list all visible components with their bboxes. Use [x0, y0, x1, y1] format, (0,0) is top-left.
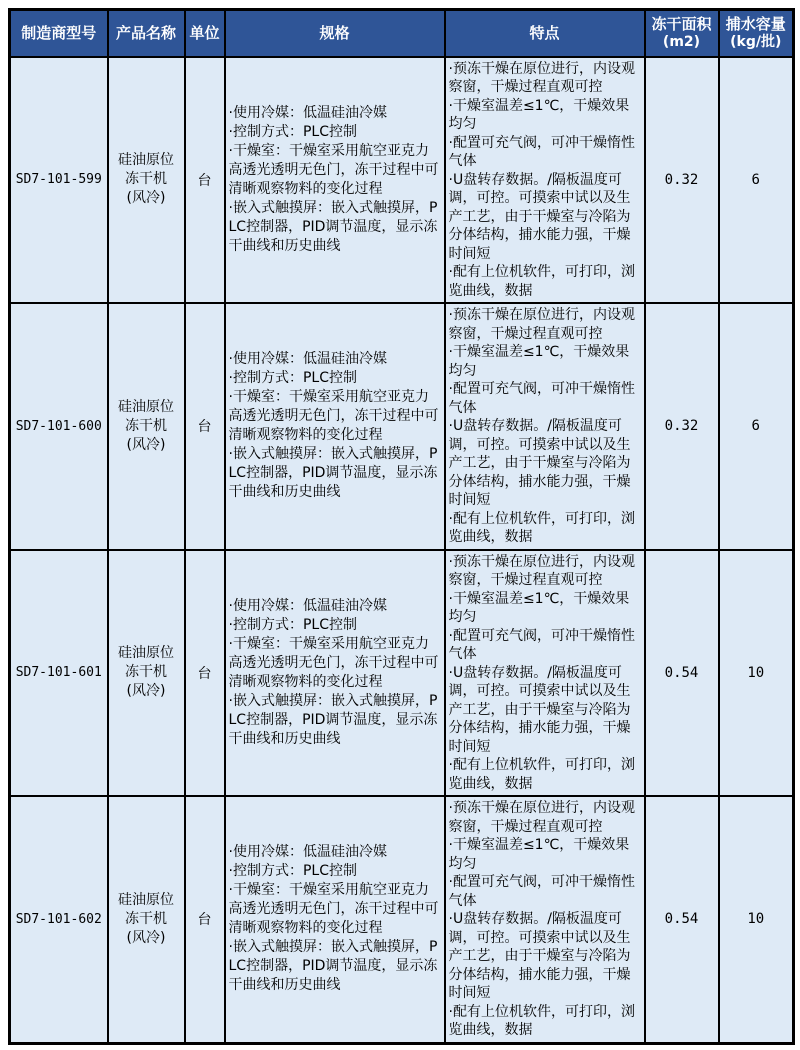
- feature-item: ·配有上位机软件，可打印，浏览曲线，数据: [448, 1003, 635, 1038]
- table-row: [10, 303, 794, 550]
- specs-cell: [225, 550, 445, 797]
- table-row: [10, 550, 794, 797]
- area-cell: 0.32: [645, 57, 719, 304]
- column-header-capacity-unit: (kg/批): [730, 34, 782, 51]
- spec-item: ·控制方式：PLC控制: [228, 123, 357, 140]
- feature-item: ·配有上位机软件，可打印，浏览曲线，数据: [448, 264, 635, 299]
- area-cell: 0.32: [645, 303, 719, 550]
- product-name-cell: [108, 303, 185, 550]
- model-cell: SD7-101-600: [10, 303, 108, 550]
- unit-cell: 台: [185, 796, 225, 1043]
- product-name-line: 冻干机: [125, 910, 167, 927]
- specs-cell: [225, 57, 445, 304]
- feature-item: ·干燥室温差≤1℃，干燥效果均匀: [448, 344, 630, 379]
- product-name-line: 硅油原位: [118, 891, 174, 908]
- model-cell: SD7-101-601: [10, 550, 108, 797]
- spec-item: ·控制方式：PLC控制: [228, 616, 357, 633]
- feature-item: ·预冻干燥在原位进行，内设观察窗，干燥过程直观可控: [448, 307, 635, 342]
- unit-cell: 台: [185, 550, 225, 797]
- spec-item: ·嵌入式触摸屏：嵌入式触摸屏，PLC控制器，PID调节温度，显示冻干曲线和历史曲线: [228, 199, 438, 254]
- feature-item: ·配置可充气阀，可冲干燥惰性气体: [448, 381, 635, 416]
- header-row: [10, 10, 794, 57]
- capacity-cell: 6: [719, 57, 794, 304]
- spec-item: ·嵌入式触摸屏：嵌入式触摸屏，PLC控制器，PID调节温度，显示冻干曲线和历史曲线: [228, 446, 438, 501]
- feature-item: ·预冻干燥在原位进行，内设观察窗，干燥过程直观可控: [448, 800, 635, 835]
- spec-item: ·干燥室：干燥室采用航空亚克力高透光透明无色门，冻干过程中可清晰观察物料的变化过程: [228, 389, 439, 444]
- column-header-model: 制造商型号: [10, 10, 108, 57]
- feature-item: ·配有上位机软件，可打印，浏览曲线，数据: [448, 757, 635, 792]
- product-name-line: (风冷): [126, 683, 166, 700]
- area-cell: 0.54: [645, 550, 719, 797]
- column-header-specs: 规格: [225, 10, 445, 57]
- product-name-line: 冻干机: [125, 664, 167, 681]
- spec-item: ·使用冷媒：低温硅油冷媒: [228, 104, 387, 121]
- spec-item: ·控制方式：PLC控制: [228, 370, 357, 387]
- table-row: [10, 57, 794, 304]
- specs-cell: [225, 303, 445, 550]
- feature-item: ·U盘转存数据。/隔板温度可调，可控。可摸索中试以及生产工艺，由于干燥室与冷陷为分体结构，捕水能力强，干燥时间短: [448, 171, 631, 262]
- spec-item: ·嵌入式触摸屏：嵌入式触摸屏，PLC控制器，PID调节温度，显示冻干曲线和历史曲线: [228, 692, 438, 747]
- spec-item: ·干燥室：干燥室采用航空亚克力高透光透明无色门，冻干过程中可清晰观察物料的变化过程: [228, 142, 439, 197]
- column-header-area: [645, 10, 719, 57]
- feature-item: ·配置可充气阀，可冲干燥惰性气体: [448, 134, 635, 169]
- product-spec-table: [8, 8, 795, 1045]
- product-name-line: 硅油原位: [118, 645, 174, 662]
- product-name-line: (风冷): [126, 190, 166, 207]
- spec-item: ·干燥室：干燥室采用航空亚克力高透光透明无色门，冻干过程中可清晰观察物料的变化过程: [228, 635, 439, 690]
- spec-item: ·干燥室：干燥室采用航空亚克力高透光透明无色门，冻干过程中可清晰观察物料的变化过程: [228, 882, 439, 937]
- table-body: [10, 57, 794, 1044]
- column-header-area-unit: (m2): [662, 34, 701, 51]
- feature-item: ·预冻干燥在原位进行，内设观察窗，干燥过程直观可控: [448, 553, 635, 588]
- product-name-line: (风冷): [126, 436, 166, 453]
- features-cell: [445, 796, 645, 1043]
- column-header-capacity: [719, 10, 794, 57]
- spec-item: ·使用冷媒：低温硅油冷媒: [228, 351, 387, 368]
- table-row: [10, 796, 794, 1043]
- spec-item: ·使用冷媒：低温硅油冷媒: [228, 597, 387, 614]
- column-header-features: 特点: [445, 10, 645, 57]
- product-name-cell: [108, 796, 185, 1043]
- feature-item: ·配有上位机软件，可打印，浏览曲线，数据: [448, 510, 635, 545]
- column-header-unit: 单位: [185, 10, 225, 57]
- unit-cell: 台: [185, 303, 225, 550]
- product-name-line: 硅油原位: [118, 398, 174, 415]
- feature-item: ·配置可充气阀，可冲干燥惰性气体: [448, 874, 635, 909]
- feature-item: ·干燥室温差≤1℃，干燥效果均匀: [448, 97, 630, 132]
- feature-item: ·干燥室温差≤1℃，干燥效果均匀: [448, 837, 630, 872]
- feature-item: ·U盘转存数据。/隔板温度可调，可控。可摸索中试以及生产工艺，由于干燥室与冷陷为分体结构，捕水能力强，干燥时间短: [448, 911, 631, 1001]
- column-header-product-name: 产品名称: [108, 10, 185, 57]
- product-name-line: 冻干机: [125, 171, 167, 188]
- product-name-line: (风冷): [126, 929, 166, 946]
- area-cell: 0.54: [645, 796, 719, 1043]
- feature-item: ·配置可充气阀，可冲干燥惰性气体: [448, 627, 635, 662]
- capacity-cell: 10: [719, 796, 794, 1043]
- column-header-area-label: 冻干面积: [651, 15, 712, 34]
- product-name-cell: [108, 57, 185, 304]
- feature-item: ·干燥室温差≤1℃，干燥效果均匀: [448, 590, 630, 625]
- capacity-cell: 6: [719, 303, 794, 550]
- model-cell: SD7-101-602: [10, 796, 108, 1043]
- model-cell: SD7-101-599: [10, 57, 108, 304]
- unit-cell: 台: [185, 57, 225, 304]
- column-header-capacity-label: 捕水容量: [725, 15, 786, 34]
- spec-item: ·控制方式：PLC控制: [228, 863, 357, 880]
- product-name-cell: [108, 550, 185, 797]
- features-cell: [445, 303, 645, 550]
- features-cell: [445, 57, 645, 304]
- feature-item: ·U盘转存数据。/隔板温度可调，可控。可摸索中试以及生产工艺，由于干燥室与冷陷为分体结构，捕水能力强，干燥时间短: [448, 664, 631, 755]
- features-cell: [445, 550, 645, 797]
- product-name-line: 硅油原位: [118, 152, 174, 169]
- feature-item: ·预冻干燥在原位进行，内设观察窗，干燥过程直观可控: [448, 60, 635, 95]
- spec-item: ·嵌入式触摸屏：嵌入式触摸屏，PLC控制器，PID调节温度，显示冻干曲线和历史曲线: [228, 939, 438, 994]
- specs-cell: [225, 796, 445, 1043]
- feature-item: ·U盘转存数据。/隔板温度可调，可控。可摸索中试以及生产工艺，由于干燥室与冷陷为分体结构，捕水能力强，干燥时间短: [448, 418, 631, 508]
- spec-item: ·使用冷媒：低温硅油冷媒: [228, 844, 387, 861]
- capacity-cell: 10: [719, 550, 794, 797]
- product-name-line: 冻干机: [125, 417, 167, 434]
